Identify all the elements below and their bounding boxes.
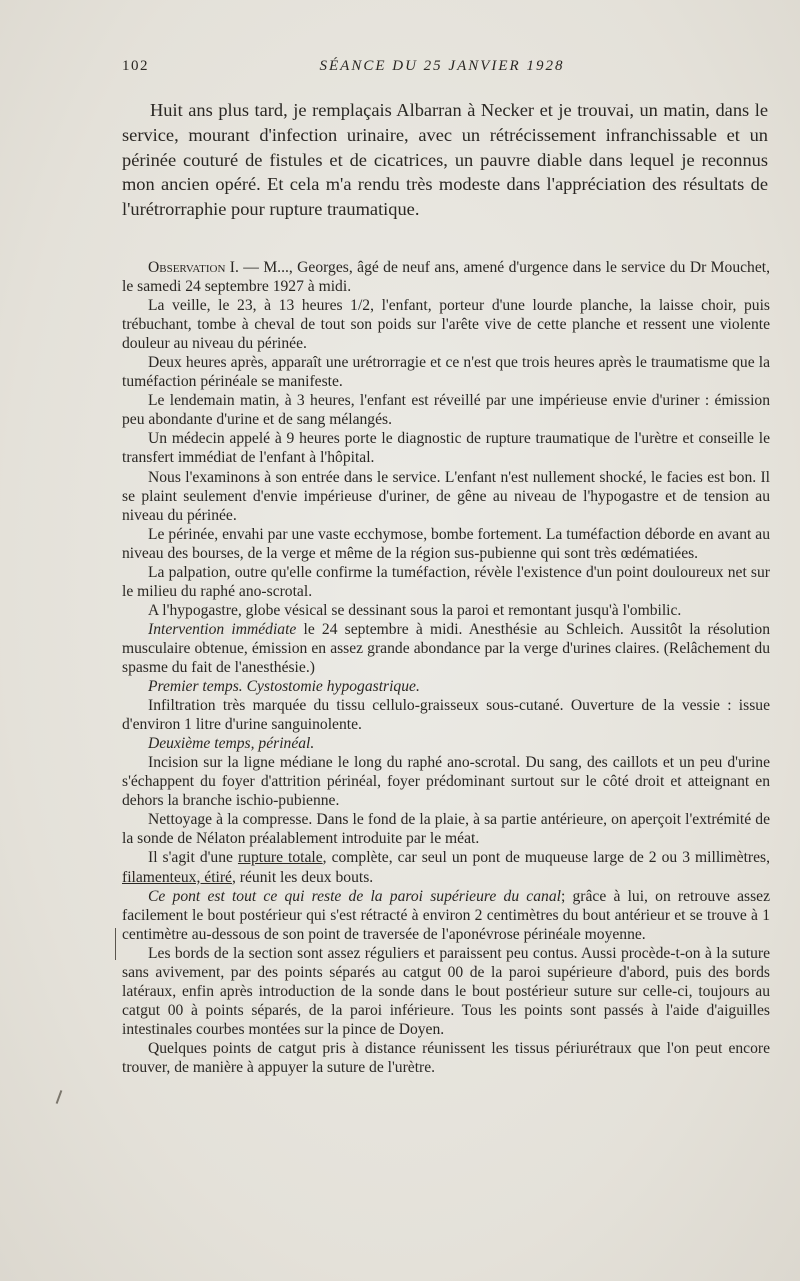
observation-paragraph-12: Infiltration très marquée du tissu cellulo-graisseux sous-cutané. Ouverture de la vessie : issue d'environ 1 litre d'urine sanguinolente. bbox=[122, 697, 770, 734]
observation-paragraph-18: Les bords de la section sont assez réguliers et paraissent peu contus. Aussi procède-t-on à la suture sans avivement, par des points séparés au catgut 00 de la paroi supérieure d'abord, puis des bords latéraux, enfin après introduction de la sonde dans le bout postérieur suture sur celle-ci, toujours au catgut 00 à points séparés, de la paroi inférieure. Tous les points sont passés à l'aide d'aiguilles intestinales courbes montées sur la pince de Doyen. bbox=[122, 944, 770, 1038]
observation-paragraph-9: A l'hypogastre, globe vésical se dessinant sous la paroi et remontant jusqu'à l'ombilic. bbox=[148, 601, 682, 619]
observation-paragraph-5: Un médecin appelé à 9 heures porte le diagnostic de rupture traumatique de l'urètre et conseille le transfert immédiat de l'enfant à l'hôpital. bbox=[122, 430, 770, 467]
observation-paragraph-2: La veille, le 23, à 13 heures 1/2, l'enfant, porteur d'une lourde planche, la laisse choir, puis trébuchant, tombe à cheval de tout son poids sur l'arête vive de cette planche et ressent une violente douleur au niveau du périnée. bbox=[122, 297, 770, 353]
observation-paragraph-3: Deux heures après, apparaît une urétrorragie et ce n'est que trois heures après le traumatisme que la tuméfaction périnéale se manifeste. bbox=[122, 354, 770, 391]
observation-paragraph-1: Observation I. — M..., Georges, âgé de neuf ans, amené d'urgence dans le service du Dr Mouchet, le samedi 24 septembre 1927 à midi. bbox=[122, 259, 770, 296]
intervention-label: Intervention immédiate bbox=[148, 620, 297, 638]
observation-heading: Observation I. — bbox=[148, 259, 259, 276]
observation-paragraph-4: Le lendemain matin, à 3 heures, l'enfant est réveillé par une impérieuse envie d'uriner : émission peu abondante d'urine et de sang mélangés. bbox=[122, 392, 770, 429]
first-step-heading: Premier temps. Cystostomie hypogastrique. bbox=[148, 678, 420, 696]
observation-paragraph-17: Ce pont est tout ce qui reste de la paroi supérieure du canal; grâce à lui, on retrouve assez facilement le bout postérieur qui s'est rétracté à environ 2 centimètres du bout antérieur et se trouve à 1 centimètre au-dessous de son point de traversée de l'aponévrose périnéale moyenne. bbox=[122, 887, 770, 943]
underlined-rupture-totale: rupture totale bbox=[237, 849, 323, 867]
observation-paragraph-15: Nettoyage à la compresse. Dans le fond de la plaie, à sa partie antérieure, on aperçoit l'extrémité de la sonde de Nélaton préalablement introduite par le méat. bbox=[122, 811, 770, 848]
underlined-filamenteux: filamenteux, étiré bbox=[122, 868, 232, 886]
observation-paragraph-10: Intervention immédiate le 24 septembre à midi. Anesthésie au Schleich. Aussitôt la résolution musculaire obtenue, émission en assez grande abondance par la verge d'urines claires. (Relâchement du spasme du fait de l'anesthésie.) bbox=[122, 620, 770, 676]
observation-paragraph-14: Incision sur la ligne médiane le long du raphé ano-scrotal. Du sang, des caillots et un peu d'urine s'échappent du foyer d'attrition périnéal, foyer prédominant surtout sur le côté droit et atteignant en dehors la branche ischio-pubienne. bbox=[122, 754, 770, 810]
observation-paragraph-16: Il s'agit d'une rupture totale, complète, car seul un pont de muqueuse large de 2 ou 3 millimètres, filamenteux, étiré, réunit les deux bouts. bbox=[122, 849, 770, 886]
margin-bracket-mark bbox=[115, 928, 122, 960]
second-step-heading: Deuxième temps, périnéal. bbox=[148, 735, 315, 753]
observation-paragraph-8: La palpation, outre qu'elle confirme la tuméfaction, révèle l'existence d'un point douloureux net sur le milieu du raphé ano-scrotal. bbox=[122, 563, 770, 600]
observation-paragraph-6: Nous l'examinons à son entrée dans le service. L'enfant n'est nullement shocké, le facies est bon. Il se plaint seulement d'envie impérieuse d'uriner, de gêne au niveau de l'hypogastre et de tension au niveau du périnée. bbox=[122, 468, 770, 524]
observation-section bbox=[122, 258, 770, 1077]
running-head: SÉANCE DU 25 JANVIER 1928 bbox=[319, 58, 565, 74]
italic-pont-sentence: Ce pont est tout ce qui reste de la paroi supérieure du canal bbox=[148, 887, 561, 905]
observation-paragraph-19: Quelques points de catgut pris à distance réunissent les tissus périurétraux que l'on peut encore trouver, de manière à appuyer la suture de l'urètre. bbox=[122, 1039, 770, 1076]
intro-paragraph: Huit ans plus tard, je remplaçais Albarran à Necker et je trouvai, un matin, dans le service, mourant d'infection urinaire, avec un rétrécissement infranchissable et un périnée couturé de fistules et de cicatrices, un pauvre diable dans lequel je reconnus mon ancien opéré. Et cela m'a rendu très modeste dans l'appréciation des résultats de l'urétrorraphie pour rupture traumatique. bbox=[122, 100, 768, 220]
page-number: 102 bbox=[122, 58, 149, 74]
observation-paragraph-7: Le périnée, envahi par une vaste ecchymose, bombe fortement. La tuméfaction déborde en avant au niveau des bourses, de la verge et même de la région sus-pubienne qui sont très œdématiées. bbox=[122, 525, 770, 562]
stray-pencil-mark bbox=[56, 1090, 63, 1104]
